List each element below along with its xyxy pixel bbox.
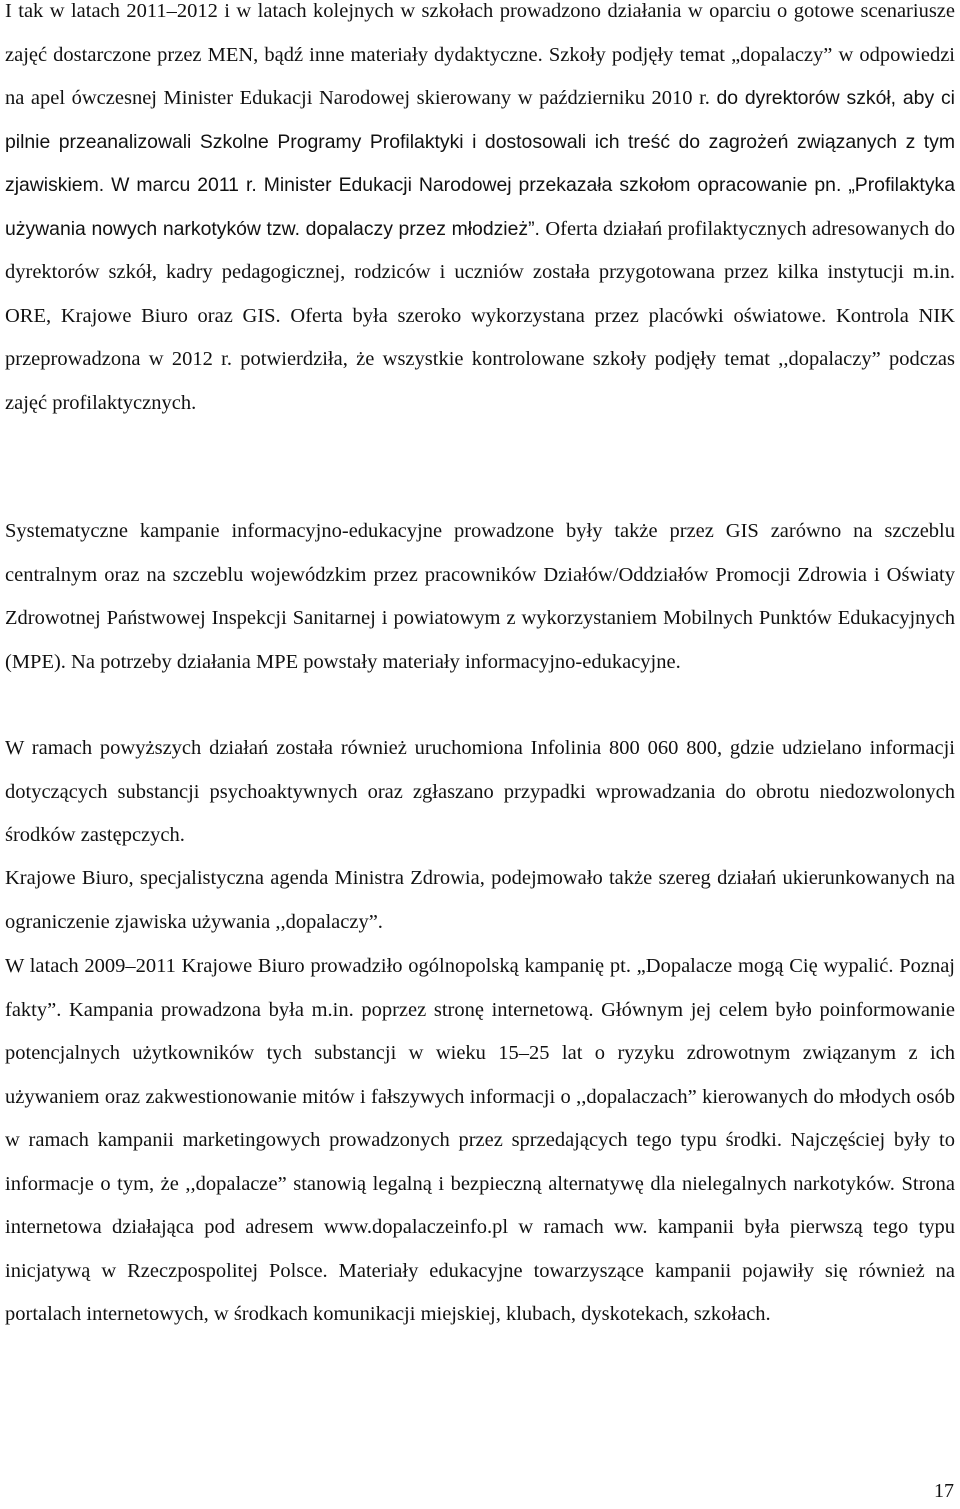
paragraph-4: Krajowe Biuro, specjalistyczna agenda Ministra Zdrowia, podejmowało także szereg działań ukierunkowanych na ograniczenie zjawiska używania ,,dopalaczy”.	[5, 867, 955, 933]
paragraph-2: Systematyczne kampanie informacyjno-edukacyjne prowadzone były także przez GIS zarówno na szczeblu centralnym oraz na szczeblu wojewódzkim przez pracowników Działów/Oddziałów Promocji Zdrowia i Oświaty Zdrowotnej Państwowej Inspekcji Sanitarnej i powiatowym z wykorzystaniem Mobilnych Punktów Edukacyjnych (MPE). Na potrzeby działania MPE powstały materiały informacyjno-edukacyjne.	[5, 520, 955, 673]
paragraph-1-part-b: do dyrektorów szkół, aby ci pilnie przeanalizowali Szkolne Programy Profilaktyki i dostosowali ich treść do zagrożeń związanych z tym zjawiskiem. W marcu 2011 r. Minister Edukacji Narodowej przekazała szkołom opracowanie pn. „Profilaktyka używania nowych narkotyków tzw. dopalaczy przez młodzież”.	[5, 87, 955, 240]
paragraph-5: W latach 2009–2011 Krajowe Biuro prowadziło ogólnopolską kampanię pt. „Dopalacze mogą Cię wypalić. Poznaj fakty”. Kampania prowadzona była m.in. poprzez stronę internetową. Głównym jej celem było poinformowanie potencjalnych użytkowników tych substancji w wieku 15–25 lat o ryzyku zdrowotnym związanym z ich używaniem oraz zakwestionowanie mitów i fałszywych informacji o ,,dopalaczach” kierowanych do młodych osób w ramach kampanii marketingowych prowadzonych przez sprzedających tego typu środki. Najczęściej były to informacje o tym, że ,,dopalacze” stanowią legalną i bezpieczną alternatywę dla nielegalnych narkotyków. Strona internetowa działająca pod adresem www.dopalaczeinfo.pl w ramach ww. kampanii była pierwszą tego typu inicjatywą w Rzeczpospolitej Polsce. Materiały edukacyjne towarzyszące kampanii pojawiły się również na portalach internetowych, w środkach komunikacji miejskiej, klubach, dyskotekach, szkołach.	[5, 955, 955, 1325]
paragraph-3: W ramach powyższych działań została również uruchomiona Infolinia 800 060 800, gdzie udzielano informacji dotyczących substancji psychoaktywnych oraz zgłaszano przypadki wprowadzania do obrotu niedozwolonych środków zastępczych.	[5, 737, 955, 846]
page-number: 17	[934, 1480, 954, 1502]
paragraph-1-part-c: Oferta działań profilaktycznych adresowanych do dyrektorów szkół, kadry pedagogicznej, rodziców i uczniów została przygotowana przez kilka instytucji m.in. ORE, Krajowe Biuro oraz GIS. Oferta była szeroko wykorzystana przez placówki oświatowe. Kontrola NIK przeprowadzona w 2012 r. potwierdziła, że wszystkie kontrolowane szkoły podjęły temat ,,dopalaczy” podczas zajęć profilaktycznych.	[5, 217, 955, 414]
paragraph-1	[5, 0, 955, 425]
paragraph-1-part-a: I tak w latach 2011–2012 i w latach kolejnych w szkołach prowadzono działania w oparciu o gotowe scenariusze zajęć dostarczone przez MEN, bądź inne materiały dydaktyczne. Szkoły podjęły temat „dopalaczy” w odpowiedzi na apel ówczesnej Minister Edukacji Narodowej skierowany w październiku 2010 r.	[5, 0, 955, 109]
